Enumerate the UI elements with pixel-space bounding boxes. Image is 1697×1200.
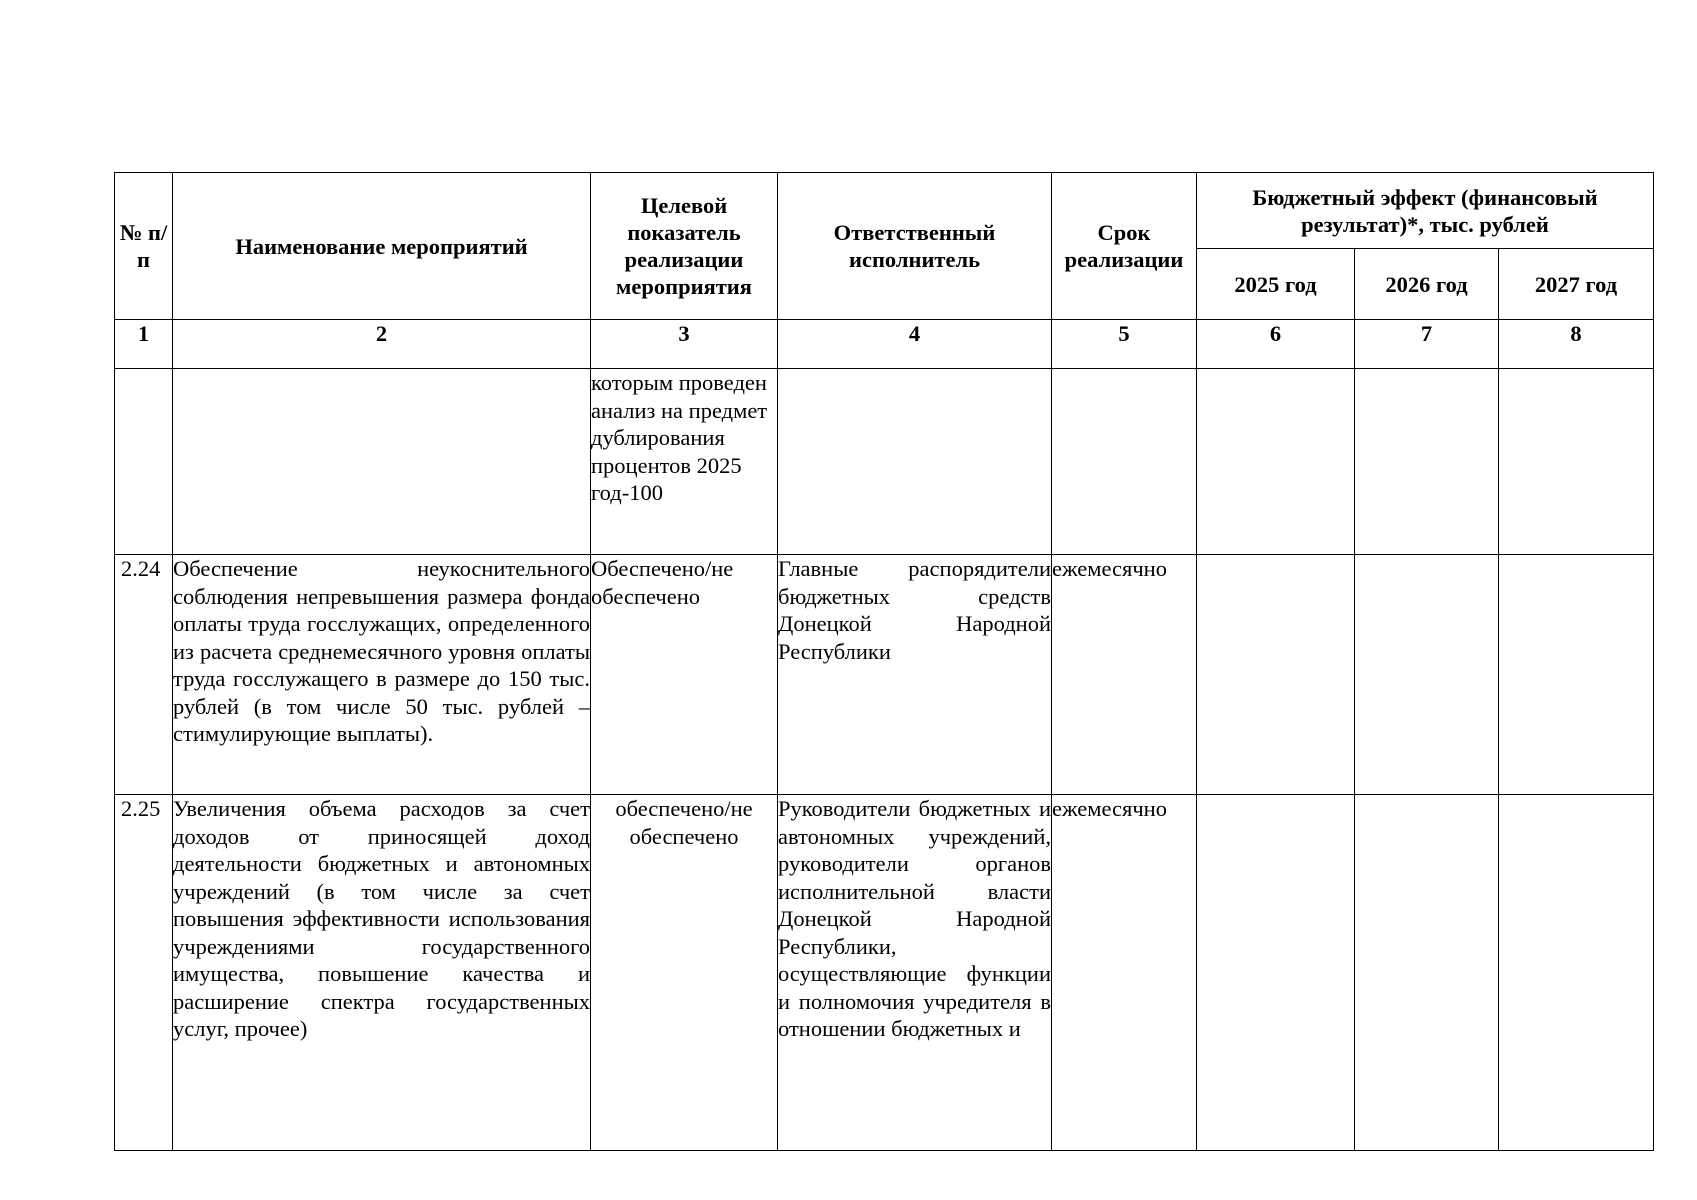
budget-effect-2027 — [1499, 555, 1654, 795]
header-term: Срок реализации — [1052, 173, 1197, 320]
implementation-term: ежемесячно — [1052, 555, 1197, 795]
row-number: 2.25 — [115, 795, 173, 1151]
target-indicator: обеспечено/не обеспечено — [591, 795, 778, 1151]
column-number: 3 — [591, 320, 778, 369]
column-number: 2 — [173, 320, 591, 369]
header-num: № п/п — [115, 173, 173, 320]
header-budget-effect: Бюджетный эффект (финансовый результат)*, тыс. рублей — [1197, 173, 1654, 249]
budget-effect-2026 — [1355, 555, 1499, 795]
implementation-term: ежемесячно — [1052, 795, 1197, 1151]
target-indicator: которым проведен анализ на предмет дублирования процентов 2025 год-100 — [591, 369, 778, 555]
measures-table — [114, 172, 1654, 1151]
header-responsible: Ответственный исполнитель — [778, 173, 1052, 320]
header-year-2026: 2026 год — [1355, 249, 1499, 320]
column-number: 7 — [1355, 320, 1499, 369]
column-number: 4 — [778, 320, 1052, 369]
measure-name — [173, 369, 591, 555]
column-number: 6 — [1197, 320, 1355, 369]
header-name: Наименование мероприятий — [173, 173, 591, 320]
budget-effect-2026 — [1355, 795, 1499, 1151]
budget-effect-2025 — [1197, 555, 1355, 795]
table-row — [115, 795, 1654, 1151]
responsible-executor: Руководители бюджетных и автономных учреждений, руководители органов исполнительной власти Донецкой Народной Республики, осуществляющие функции и полномочия учредителя в отношении бюджетных и — [778, 795, 1052, 1151]
target-indicator: Обеспечено/не обеспечено — [591, 555, 778, 795]
table-row — [115, 369, 1654, 555]
budget-effect-2026 — [1355, 369, 1499, 555]
responsible-executor: Главные распорядители бюджетных средств Донецкой Народной Республики — [778, 555, 1052, 795]
row-number — [115, 369, 173, 555]
responsible-executor — [778, 369, 1052, 555]
budget-effect-2025 — [1197, 369, 1355, 555]
header-target: Целевой показатель реализации мероприятия — [591, 173, 778, 320]
implementation-term — [1052, 369, 1197, 555]
header-year-2025: 2025 год — [1197, 249, 1355, 320]
column-number: 5 — [1052, 320, 1197, 369]
header-year-2027: 2027 год — [1499, 249, 1654, 320]
column-number: 1 — [115, 320, 173, 369]
budget-effect-2027 — [1499, 369, 1654, 555]
row-number: 2.24 — [115, 555, 173, 795]
budget-effect-2027 — [1499, 795, 1654, 1151]
measure-name: Обеспечение неукоснительного соблюдения непревышения размера фонда оплаты труда госслужащих, определенного из расчета среднемесячного уровня оплаты труда госслужащего в размере до 150 тыс. рублей (в том числе 50 тыс. рублей – стимулирующие выплаты). — [173, 555, 591, 795]
measure-name: Увеличения объема расходов за счет доходов от приносящей доход деятельности бюджетных и автономных учреждений (в том числе за счет повышения эффективности использования учреждениями государственного имущества, повышение качества и расширение спектра государственных услуг, прочее) — [173, 795, 591, 1151]
budget-effect-2025 — [1197, 795, 1355, 1151]
column-number: 8 — [1499, 320, 1654, 369]
table-row — [115, 555, 1654, 795]
column-number-row — [115, 320, 1654, 369]
